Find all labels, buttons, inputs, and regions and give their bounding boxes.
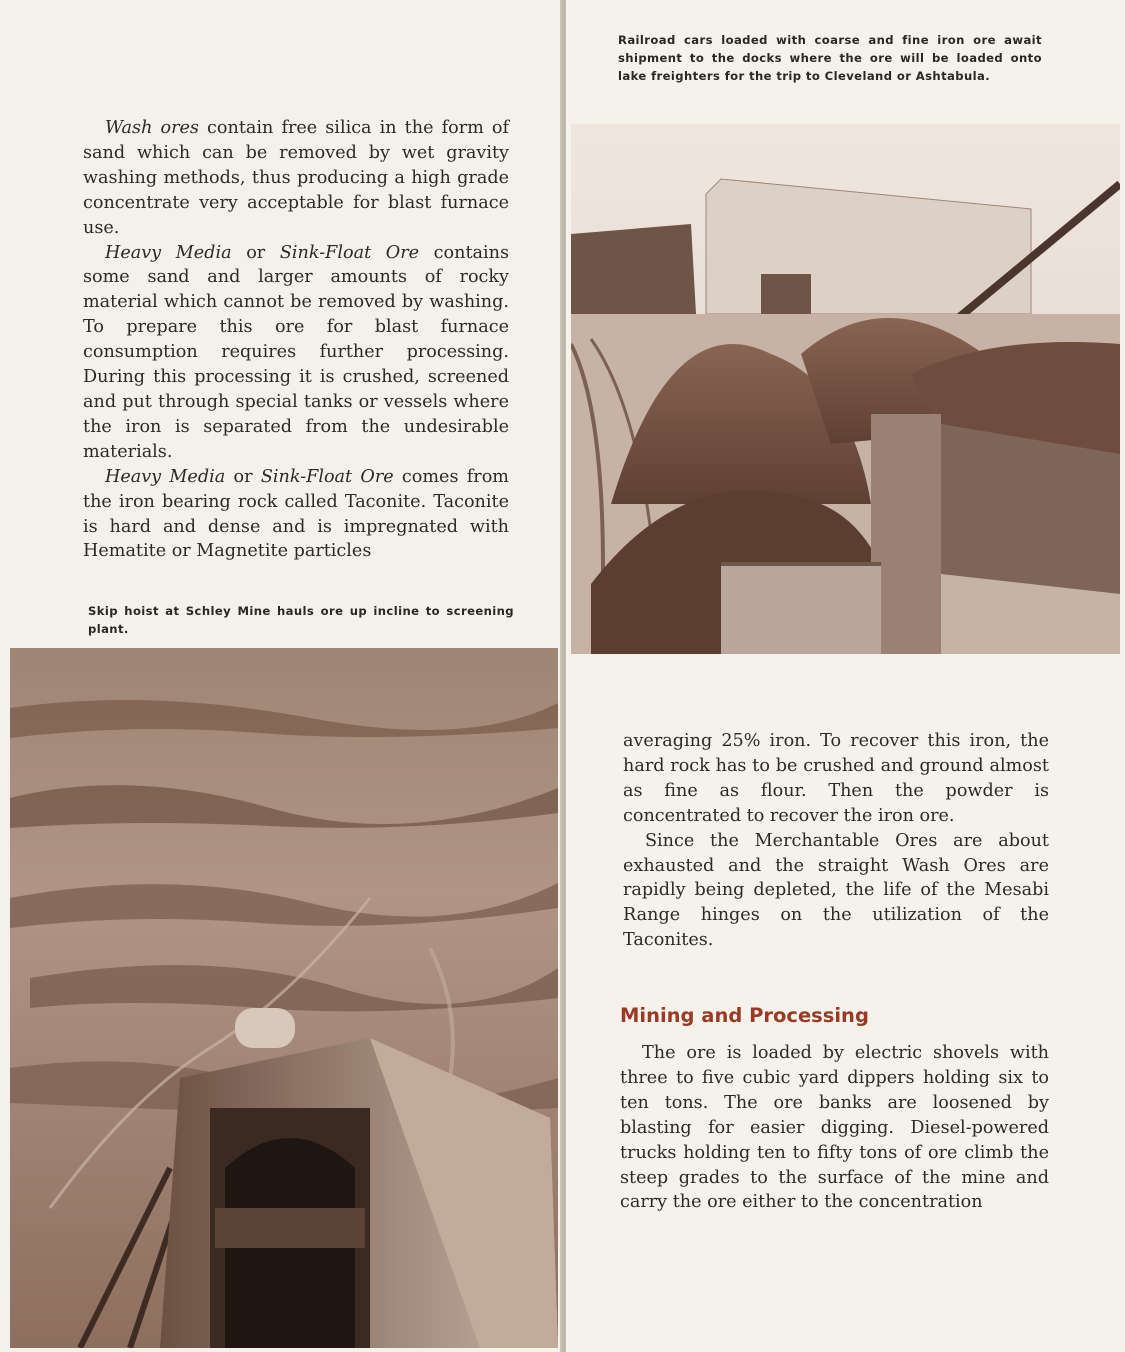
paragraph-merchantable-ores: Since the Merchantable Ores are about exhausted and the straight Wash Ores are rapidly being depleted, the life of the Mesabi Range hinges on the utilization of the Taconites. [623,830,1049,951]
paragraph-electric-shovels: The ore is loaded by electric shovels with three to five cubic yard dippers holding six to ten tons. The ore banks are loosened by blasting for easier digging. Diesel-powered trucks holding ten to fifty tons of ore climb the steep grades to the surface of the mine and carry the ore either to the concentration [620,1043,1049,1213]
paragraph-wash-ores: Wash ores contain free silica in the form of sand which can be removed by wet gravity washing methods, thus producing a high grade concentrate very acceptable for blast furnace use. [83,118,509,238]
skip-hoist-caption: Skip hoist at Schley Mine hauls ore up incline to screening plant. [88,604,514,636]
paragraph-heavy-media-2: Heavy Media or Sink-Float Ore comes from the iron bearing rock called Taconite. Taconite is hard and dense and is impregnated with Hematite or Magnetite particles [83,466,509,562]
railroad-cars-photo [571,124,1120,654]
left-page [0,0,562,1352]
right-body-text [623,729,1049,953]
mining-section-text [620,1041,1049,1215]
paragraph-averaging-iron: averaging 25% iron. To recover this iron, the hard rock has to be crushed and ground almost as fine as flour. Then the powder is concentrated to recover the iron ore. [623,731,1049,826]
right-page [566,0,1125,1352]
skip-hoist-photo [10,648,558,1348]
paragraph-heavy-media-1: Heavy Media or Sink-Float Ore contains some sand and larger amounts of rocky material which cannot be removed by washing. To prepare this ore for blast furnace consumption requires further processing. During this processing it is crushed, screened and put through special tanks or vessels where the iron is separated from the undesirable materials. [83,242,509,462]
left-body-text [83,116,509,564]
section-heading-mining-processing: Mining and Processing [620,1004,869,1027]
railroad-caption: Railroad cars loaded with coarse and fine iron ore await shipment to the docks where the ore will be loaded onto lake freighters for the trip to Cleveland or Ashtabula. [618,33,1042,83]
term-wash-ores: Wash ores [105,118,199,138]
